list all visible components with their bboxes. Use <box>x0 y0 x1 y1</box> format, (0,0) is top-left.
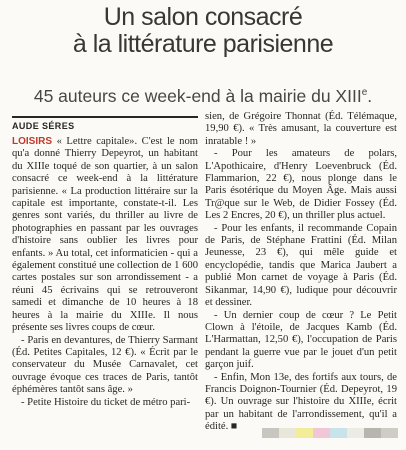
paragraph-intro <box>12 136 198 335</box>
paragraph-devantures: - Paris en devantures, de Thierry Sarmant (Éd. Petites Capitales, 12 €). « Écrit par le conservateur du Musée Carnavalet, cet ouvrage évoque ces traces de Paris, tantôt éphémères tantôt sans âge. » <box>12 334 198 396</box>
paragraph-mon-13e: - Enfin, Mon 13e, des fortifs aux tours, de Francis Doignon-Tournier (Éd. Depeyrot, 19 €). Un ouvrage sur l'histoire du XIIIe, écrit par un habitant de l'arrondissement, qu'il a édité. ■ <box>205 371 397 433</box>
subheadline <box>0 83 406 106</box>
color-swatch <box>347 428 364 438</box>
color-swatch <box>330 428 347 438</box>
paragraph-polars: - Pour les amateurs de polars, L'Apothicaire, d'Henry Loevenbruck (Éd. Flammarion, 22 €), nous plonge dans le Paris ésotérique du Moyen Âge. Mais aussi Tr@que sur le Web, de Didier Fossey (Éd. Les 2 Encres, 20 €), un thriller plus actuel. <box>205 148 397 222</box>
color-swatch <box>296 428 313 438</box>
subheadline-dot: . <box>367 85 373 106</box>
paragraph-coup-de-coeur: - Un dernier coup de cœur ? Le Petit Clown à l'étoile, de Jacques Kamb (Éd. L'Harmattan, 12,50 €), l'occupation de Paris pendant la guerre vue par le jouet d'un petit garçon juif. <box>205 309 397 371</box>
color-swatch <box>364 428 381 438</box>
color-swatch <box>381 428 398 438</box>
paragraph-intro-text: « Lettre capitale». C'est le nom qu'a donné Thierry Depeyrot, un habitant du XIIIe toqué de son quartier, à un salon consacré ce week-end à la littérature parisienne. « La production littéraire sur la capitale est importante, constate-t-il. Les genres sont variés, du thriller au livre de photographies en passant par les ouvrages d'histoire sans oublier les livres pour enfants. » Au total, cet informaticien - qui a également constitué une collection de 1 600 cartes postales sur son arrondissement - a réuni 45 écrivains qui se retrouveront samedi et dimanche de 10 heures à 18 heures à la mairie du XIIIe. Il nous présente ses livres coups de cœur. <box>12 136 198 334</box>
author-byline: AUDE SÉRES <box>12 116 198 131</box>
article-column-right <box>205 111 397 434</box>
color-calibration-strip <box>262 428 398 438</box>
color-swatch <box>279 428 296 438</box>
article-column-left <box>12 136 198 409</box>
subheadline-sup: e <box>361 87 368 98</box>
color-swatch <box>313 428 330 438</box>
headline <box>0 4 406 58</box>
paragraph-ticket-start: - Petite Histoire du ticket de métro pari- <box>21 396 191 408</box>
headline-line-2: à la littérature parisienne <box>72 30 334 58</box>
subheadline-text: 45 auteurs ce week-end à la mairie du XIII <box>33 85 362 106</box>
color-swatch <box>262 428 279 438</box>
headline-line-1: Un salon consacré <box>103 3 303 31</box>
section-kicker: LOISIRS <box>12 136 53 147</box>
paragraph-enfants: - Pour les enfants, il recommande Copain de Paris, de Stéphane Frattini (Éd. Milan Jeunesse, 23 €), qui mêle guide et encyclopédie, tandis que Marica Jaubert a publié Mon carnet de voyage à Paris (Éd. Sikanmar, 14,90 €), ludique pour découvrir et dessiner. <box>205 222 397 309</box>
paragraph-ticket-end: sien, de Grégoire Thonnat (Éd. Télémaque, 19,90 €). « Très amusant, la couverture est inratable ! » <box>205 111 397 147</box>
